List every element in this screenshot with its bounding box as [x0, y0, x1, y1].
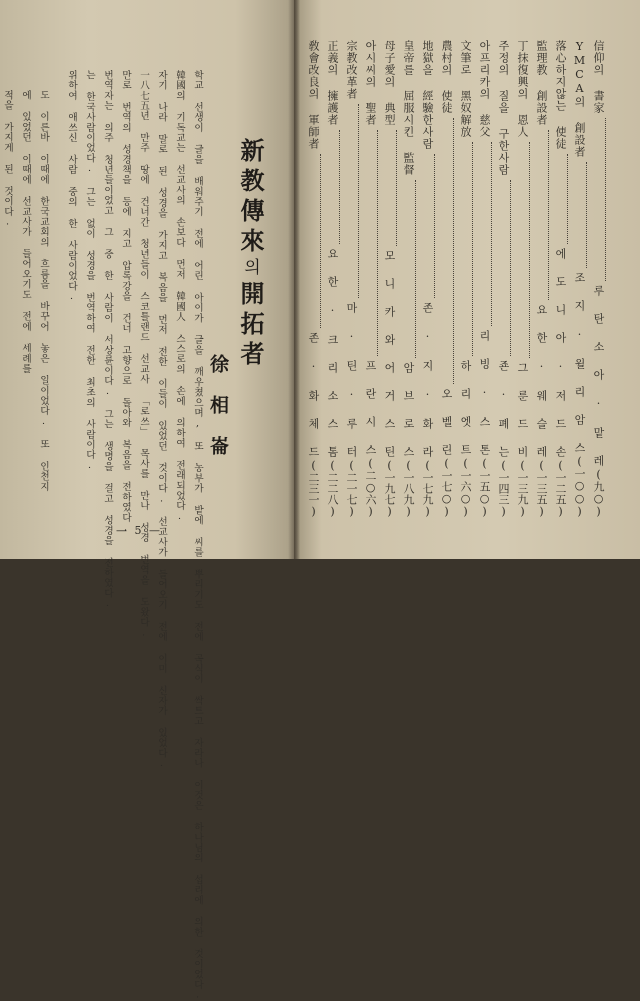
toc-leader-dots: [548, 130, 549, 300]
toc-leader-dots: [472, 142, 473, 356]
article-author: 徐相崙: [207, 354, 229, 477]
toc-leader-dots: [358, 104, 359, 298]
toc-leader-dots: [320, 154, 321, 328]
toc-entry-title: 地獄을 經驗한사람: [421, 40, 434, 150]
toc-entry-page: (一六○): [459, 457, 472, 518]
toc-entry-page: (二二八): [326, 459, 339, 518]
toc-entry-author: 존 · 지 · 화 라: [421, 302, 434, 459]
toc-entry: [419, 40, 435, 518]
toc-entry-title: 아프리카의 慈父: [478, 40, 491, 138]
toc-entry-page: (二一七): [345, 459, 358, 518]
toc-entry-author: 요 한 · 크 리 소 스 톰: [326, 248, 339, 459]
toc-entry: [571, 40, 587, 518]
book-gutter: [288, 0, 300, 559]
toc-entry: [305, 40, 321, 518]
toc-entry: [324, 40, 340, 518]
toc-entry-author: 조 지 · 윌 리 암 스: [573, 272, 586, 455]
toc-entry-author: 암 브 로 스: [402, 362, 415, 459]
body-column-1: 학교 선생이 글을 배워주기 전에 어린 아이가 글을 깨우쳤으며, 또 농부가 밭에 씨를 뿌리기도 전에 곡식이 싹트고 자라나 이것은 하나님의 섭리에 의한 것이었다.: [192, 70, 203, 1001]
toc-leader-dots: [434, 154, 435, 298]
toc-entry-author: 하 리 엣 트: [459, 360, 472, 457]
toc-entry: [514, 40, 530, 518]
toc-entry: [457, 40, 473, 518]
toc-entry-page: (一三五): [535, 459, 548, 518]
body-column-5: 만로 번역의 성경책을 등에 지고 압록강을 건너 고향으로 돌아와 복음을 전하였다.: [120, 70, 131, 535]
body-column-7: 는 한국사람이었다. 그는 없이 성경을 번역하여 전한 최초의 사람이다.: [84, 70, 95, 472]
toc-entry-title: 監理教 創設者: [535, 40, 548, 126]
toc-entry-page: (一七九): [421, 459, 434, 518]
body-column-6: 번역자는 의주 청년들이었고 그 중 한 사람이 서상륜이다. 그는 생명을 걸고 성경을 전하였다.: [102, 70, 113, 610]
body-column-10: 에 있었던 이때에 선교사가 들어오기도 전에 세례를: [20, 90, 31, 374]
toc-entry-page: (九○): [592, 468, 605, 518]
toc-entry-author: 존 · 화 체 드: [307, 332, 320, 459]
toc-entry-title: 皇帝를 屈服시킨 監督: [402, 40, 415, 176]
toc-leader-dots: [586, 162, 587, 268]
right-page: [294, 0, 640, 559]
toc-entry-author: 모 니 카 와 어 거 스 틴: [383, 250, 396, 459]
toc-leader-dots: [453, 118, 454, 384]
toc-entry-title: 敎會改良의 軍師者: [307, 40, 320, 150]
toc-entry: [552, 40, 568, 518]
toc-entry-author: 에 도 니 아 · 저 드 손: [554, 248, 567, 459]
toc-entry: [590, 40, 606, 518]
body-column-2: 韓國의 기독교는 선교사의 손보다 먼저 韓國人 스스로의 손에 의하여 전래되었다.: [174, 70, 185, 523]
toc-leader-dots: [396, 130, 397, 246]
toc-entry: [495, 40, 511, 518]
toc-entry-page: (一二五): [554, 459, 567, 518]
toc-entry-author: 죤 · 폐 는: [497, 360, 510, 459]
toc-entry-page: (一三九): [516, 459, 529, 518]
toc-entry-title: 宗教改革者: [345, 40, 358, 100]
page-number: — 5 —: [116, 524, 162, 537]
toc-entry-title: 母子愛의 典型: [383, 40, 396, 126]
body-column-4: 一八七五년 만주 땅에 건너간 청년들이 스코틀랜드 선교사 「로쓰」 목사를 만나 성경 번역을 도왔다.: [138, 70, 149, 639]
toc-leader-dots: [415, 180, 416, 358]
toc-entry-author: 리 빙 · 스 톤: [478, 330, 491, 457]
toc-entry-title: 正義의 擁護者: [326, 40, 339, 126]
toc-entry-title: 文筆로 黑奴解放: [459, 40, 472, 138]
toc-entry-title: 주정의 질을 구한사람: [497, 40, 510, 176]
toc-entry-title: 아시씨의 聖者: [364, 40, 377, 126]
toc-entry-title: 落心하지않는 使徒: [554, 40, 567, 150]
toc-entry-author: 프 란 시 스: [364, 360, 377, 457]
left-page: [0, 0, 294, 1001]
toc-entry-page: (二三一): [307, 459, 320, 518]
title-part-1: 新教傳來: [236, 138, 265, 258]
toc-entry-page: (一○○): [573, 455, 586, 518]
article-title: [233, 138, 268, 398]
toc-entry-title: YMCA의 創設者: [573, 40, 586, 158]
toc-entry: [343, 40, 359, 518]
toc-leader-dots: [491, 142, 492, 326]
title-particle: 의: [240, 258, 260, 281]
toc-entry: [381, 40, 397, 518]
body-column-8: 위하여 애쓰신 사람 중의 한 사람이었다.: [66, 70, 77, 303]
toc-entry-author: 마 · 틴 · 루 터: [345, 302, 358, 459]
toc-entry-title: 農村의 使徒: [440, 40, 453, 114]
toc-entry-title: 丁抹復興의 恩人: [516, 40, 529, 138]
body-column-9: 도 이른바 이때에 한국교회의 흐름을 바꾸어 놓은 일이었다. 또 인천지: [38, 90, 49, 492]
toc-entry: [533, 40, 549, 518]
toc-entry-author: 루 탄 소 아 · 맡 레: [592, 285, 605, 468]
toc-entry-author: 요 한 · 웨 슬 레: [535, 304, 548, 459]
title-part-2: 開拓者: [236, 281, 265, 371]
toc-entry: [362, 40, 378, 518]
toc-entry-page: (一八九): [402, 459, 415, 518]
toc-entry: [438, 40, 454, 518]
toc-leader-dots: [377, 130, 378, 356]
toc-leader-dots: [567, 154, 568, 244]
toc-entry-page: (一七○): [440, 457, 453, 518]
toc-entry: [476, 40, 492, 518]
toc-entry-author: 오 벨 린: [440, 388, 453, 457]
toc-entry-page: (二○六): [364, 457, 377, 518]
toc-entry-title: 信仰의 書家: [592, 40, 605, 114]
toc-leader-dots: [605, 118, 606, 281]
body-column-11: 적을 가지게 된 것이다.: [2, 90, 13, 229]
toc-entry: [400, 40, 416, 518]
toc-entry-page: (一九七): [383, 459, 396, 518]
toc-leader-dots: [339, 130, 340, 244]
toc-leader-dots: [510, 180, 511, 356]
body-column-3: 자기 나라 말로 된 성경을 가지고 복음을 먼저 전한 이들이 있었던 것이다. 선교사가 들어오기 전에 이미 신자가 있었다.: [156, 70, 167, 770]
toc-leader-dots: [529, 142, 530, 358]
toc-entry-page: (一五○): [478, 457, 491, 518]
toc-entry-author: 그 룬 드 비: [516, 362, 529, 459]
toc-entry-page: (一四三): [497, 459, 510, 518]
